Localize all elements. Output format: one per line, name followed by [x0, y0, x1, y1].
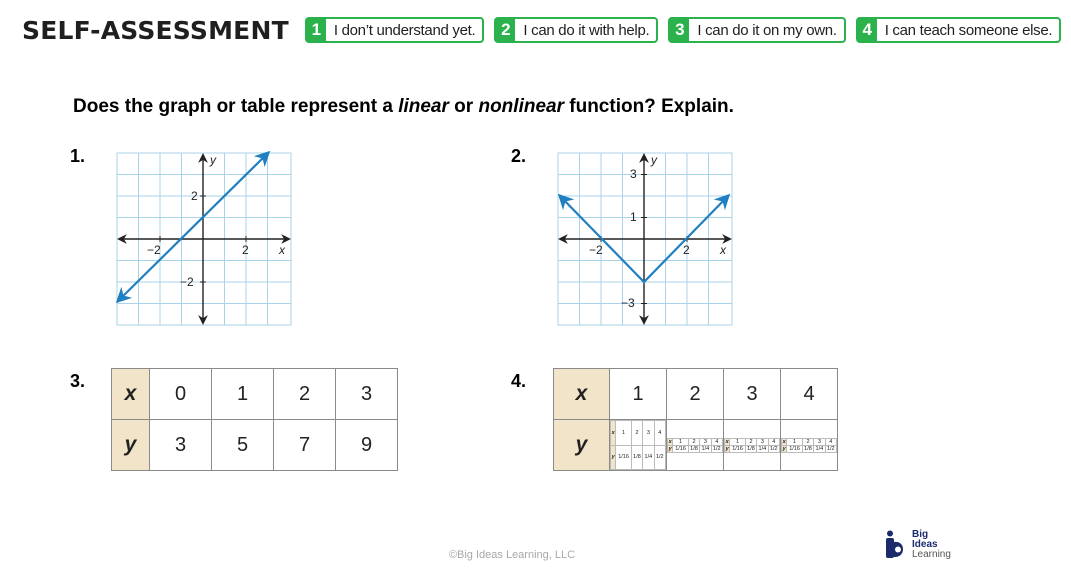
- mini-x: 3: [757, 438, 768, 445]
- level-4-number: 4: [858, 19, 877, 41]
- table-3-x-cell: 0: [150, 369, 212, 420]
- mini-x: 1: [787, 438, 802, 445]
- mini-y-header: y: [725, 445, 729, 452]
- mini-x: 3: [643, 421, 654, 446]
- problem-4-number: 4.: [511, 371, 527, 391]
- table-4-y-row: [554, 420, 838, 471]
- big-ideas-logo-icon: [884, 530, 908, 560]
- mini-y: 1/4: [643, 445, 654, 470]
- mini-x: 2: [745, 438, 756, 445]
- mini-table: [667, 438, 723, 453]
- mini-x: 4: [825, 438, 836, 445]
- mini-y: 1/2: [654, 445, 665, 470]
- mini-table: [724, 438, 780, 453]
- mini-y: 1/8: [690, 445, 698, 452]
- graph-1-tick-x-pos: 2: [242, 243, 249, 257]
- mini-y: 1/8: [747, 445, 755, 452]
- table-3-x-header: x: [112, 369, 150, 420]
- table-3-x-cell: 1: [212, 369, 274, 420]
- table-4-x-row: [554, 369, 838, 420]
- graph-2-tick-x-neg: −2: [589, 243, 603, 257]
- level-2-label: I can do it with help.: [523, 21, 650, 39]
- mini-x-header: x: [611, 421, 616, 446]
- table-4-x-cell: 4: [781, 369, 838, 420]
- mini-x: 4: [768, 438, 779, 445]
- question-part-1: Does the graph or table represent a: [73, 96, 399, 117]
- level-4-label: I can teach someone else.: [884, 21, 1053, 39]
- mini-y: 1/4: [815, 445, 824, 452]
- table-3-y-header: y: [112, 420, 150, 471]
- mini-x-header: x: [782, 438, 786, 445]
- mini-y: 1/16: [787, 445, 802, 452]
- graph-2-tick-y-neg3: −3: [621, 296, 635, 310]
- level-4: [856, 17, 1062, 43]
- self-assessment-title: SELF-ASSESSMENT: [22, 15, 289, 45]
- question-part-2: or: [448, 96, 479, 117]
- problem-1-number: 1.: [70, 146, 86, 166]
- mini-y: 1/16: [616, 445, 631, 470]
- big-ideas-logo: [884, 530, 951, 560]
- table-3-y-cell: 3: [150, 420, 212, 471]
- table-4-y-cell-1: [610, 420, 667, 471]
- mini-y: 1/16: [730, 445, 745, 452]
- mini-x: 1: [730, 438, 745, 445]
- mini-x-header: x: [668, 438, 672, 445]
- mini-x: 2: [688, 438, 699, 445]
- table-3: [111, 368, 398, 471]
- table-3-y-cell: 9: [336, 420, 398, 471]
- graph-1-y-label: y: [210, 153, 216, 167]
- question-word-linear: linear: [398, 96, 449, 117]
- table-4-x-cell: 2: [667, 369, 724, 420]
- mini-y: 1/2: [712, 445, 721, 452]
- big-ideas-logo-text: [912, 530, 951, 560]
- table-3-y-row: [112, 420, 398, 471]
- graph-2-tick-x-pos: 2: [683, 243, 690, 257]
- mini-y: 1/8: [804, 445, 812, 452]
- mini-x: 2: [631, 421, 642, 446]
- mini-y: 1/16: [673, 445, 688, 452]
- mini-table: [781, 438, 837, 453]
- mini-x: 3: [814, 438, 825, 445]
- level-2-number: 2: [496, 19, 515, 41]
- problem-3-number: 3.: [70, 371, 86, 391]
- problem-2-number: 2.: [511, 146, 527, 166]
- table-4-y-cell-4: [781, 420, 838, 471]
- level-1-number: 1: [307, 19, 326, 41]
- mini-x: 1: [616, 421, 631, 446]
- level-1-label: I don’t understand yet.: [333, 21, 476, 39]
- graph-2-tick-y-3: 3: [630, 167, 637, 181]
- graph-1-tick-x-neg: −2: [147, 243, 161, 257]
- mini-y-header: y: [668, 445, 672, 452]
- table-4-y-header: y: [554, 420, 610, 471]
- question-part-3: function? Explain.: [563, 96, 734, 117]
- mini-y: 1/4: [701, 445, 710, 452]
- mini-x: 4: [711, 438, 722, 445]
- table-3-y-cell: 7: [274, 420, 336, 471]
- graph-1-tick-y-neg: −2: [180, 275, 194, 289]
- table-3-x-cell: 3: [336, 369, 398, 420]
- logo-line-2: Ideas: [912, 539, 938, 550]
- mini-y: 1/2: [769, 445, 778, 452]
- table-4-x-header: x: [554, 369, 610, 420]
- mini-y: 1/8: [631, 445, 642, 470]
- question-text: [73, 96, 734, 118]
- logo-line-1: Big: [912, 529, 929, 540]
- graph-2-tick-y-1: 1: [630, 210, 637, 224]
- mini-y-header: y: [611, 445, 616, 470]
- table-4-x-cell: 1: [610, 369, 667, 420]
- logo-line-3: Learning: [912, 549, 951, 560]
- level-3-label: I can do it on my own.: [697, 21, 837, 39]
- level-3: [668, 17, 845, 43]
- graph-1-tick-y-pos: 2: [191, 189, 198, 203]
- level-2: [494, 17, 658, 43]
- mini-x: 1: [673, 438, 688, 445]
- graph-2-x-label: x: [720, 243, 726, 257]
- level-1: [305, 17, 485, 43]
- question-word-nonlinear: nonlinear: [478, 96, 564, 117]
- mini-y: 1/4: [758, 445, 767, 452]
- table-4-y-cell-3: [724, 420, 781, 471]
- mini-x-header: x: [725, 438, 729, 445]
- graph-2: [557, 152, 733, 326]
- mini-x: 2: [802, 438, 813, 445]
- mini-y-header: y: [782, 445, 786, 452]
- level-3-number: 3: [670, 19, 689, 41]
- graph-2-y-label: y: [651, 153, 657, 167]
- table-3-x-cell: 2: [274, 369, 336, 420]
- mini-x: 3: [700, 438, 711, 445]
- graph-1: [116, 152, 292, 326]
- mini-x: 4: [654, 421, 665, 446]
- table-3-y-cell: 5: [212, 420, 274, 471]
- table-4-x-cell: 3: [724, 369, 781, 420]
- table-3-x-row: [112, 369, 398, 420]
- copyright-footer: ©Big Ideas Learning, LLC: [448, 549, 576, 561]
- table-4-y-cell-2: [667, 420, 724, 471]
- table-4: [553, 368, 838, 471]
- graph-1-x-label: x: [279, 243, 285, 257]
- mini-y: 1/2: [826, 445, 835, 452]
- self-assessment-header: [22, 14, 1071, 46]
- mini-table: [610, 420, 666, 470]
